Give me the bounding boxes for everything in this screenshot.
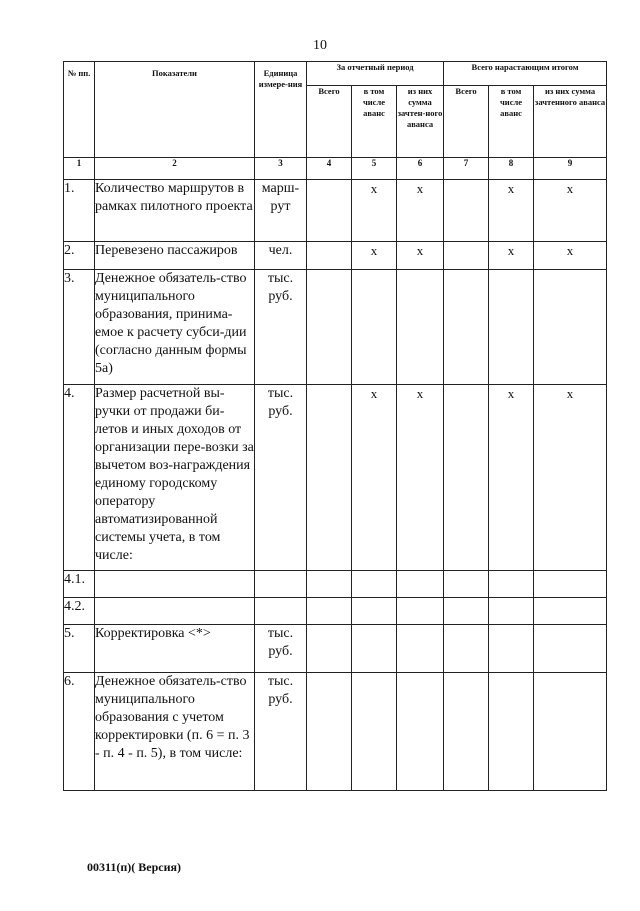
col-number: 1 (64, 158, 95, 180)
row-indicator: Размер расчетной вы-ручки от продажи би-летов и иных доходов от организации пере-возки за вычетом воз-награждения единому городскому оператору автоматизированной системы учета, в том числе: (95, 385, 255, 571)
row-unit: тыс. руб. (255, 270, 307, 385)
cell-incl-advance-a (352, 571, 397, 598)
cell-incl-advance-a (352, 625, 397, 673)
cell-incl-advance-a: x (352, 242, 397, 270)
header-total-a: Всего (307, 86, 352, 158)
cell-total-a (307, 270, 352, 385)
column-numbers-row (64, 158, 607, 180)
row-indicator: Корректировка <*> (95, 625, 255, 673)
table-row (64, 242, 607, 270)
cell-total-a (307, 571, 352, 598)
cell-incl-advance-b (489, 270, 534, 385)
col-number: 4 (307, 158, 352, 180)
row-indicator (95, 598, 255, 625)
table-row (64, 385, 607, 571)
row-number: 3. (64, 270, 95, 385)
cell-offset-advance-b (534, 673, 607, 791)
cell-offset-advance-a (397, 270, 444, 385)
cell-total-b (444, 625, 489, 673)
table-row (64, 270, 607, 385)
table-row (64, 598, 607, 625)
col-number: 5 (352, 158, 397, 180)
row-indicator: Перевезено пассажиров (95, 242, 255, 270)
header-num: № пп. (64, 62, 95, 158)
row-number: 4.2. (64, 598, 95, 625)
cell-incl-advance-a: x (352, 385, 397, 571)
cell-incl-advance-a (352, 673, 397, 791)
row-unit (255, 571, 307, 598)
row-indicator: Денежное обязатель-ство муниципального образования с учетом корректировки (п. 6 = п. 3 - п. 4 - п. 5), в том числе: (95, 673, 255, 791)
header-total-b: Всего (444, 86, 489, 158)
cell-incl-advance-b (489, 571, 534, 598)
cell-offset-advance-a (397, 673, 444, 791)
header-unit: Единица измере-ния (255, 62, 307, 158)
cell-offset-advance-a: x (397, 385, 444, 571)
header-incl-advance-b: в том числе аванс (489, 86, 534, 158)
row-number: 6. (64, 673, 95, 791)
col-number: 2 (95, 158, 255, 180)
col-number: 6 (397, 158, 444, 180)
footer-code (87, 860, 181, 875)
cell-offset-advance-a (397, 571, 444, 598)
row-number: 4. (64, 385, 95, 571)
row-number: 1. (64, 180, 95, 242)
report-table (63, 61, 607, 791)
row-unit: тыс. руб. (255, 673, 307, 791)
cell-total-b (444, 571, 489, 598)
table-row (64, 673, 607, 791)
row-number: 4.1. (64, 571, 95, 598)
cell-incl-advance-a (352, 598, 397, 625)
cell-total-b (444, 598, 489, 625)
cell-offset-advance-b: x (534, 242, 607, 270)
table-row (64, 571, 607, 598)
header-cumulative: Всего нарастающим итогом (444, 62, 607, 86)
cell-offset-advance-b (534, 598, 607, 625)
cell-total-b (444, 242, 489, 270)
cell-incl-advance-b (489, 625, 534, 673)
header-offset-advance-a: из них сумма зачтен-ного аванса (397, 86, 444, 158)
cell-offset-advance-a: x (397, 180, 444, 242)
table-row (64, 180, 607, 242)
cell-total-a (307, 242, 352, 270)
col-number: 8 (489, 158, 534, 180)
cell-incl-advance-b: x (489, 385, 534, 571)
cell-total-b (444, 385, 489, 571)
col-number: 3 (255, 158, 307, 180)
cell-incl-advance-b (489, 598, 534, 625)
row-unit: тыс. руб. (255, 625, 307, 673)
cell-total-a (307, 625, 352, 673)
cell-offset-advance-b (534, 625, 607, 673)
cell-total-a (307, 598, 352, 625)
cell-offset-advance-b (534, 270, 607, 385)
cell-total-a (307, 673, 352, 791)
cell-total-a (307, 385, 352, 571)
header-reporting-period: За отчетный период (307, 62, 444, 86)
footer-version: ( Версия) (131, 860, 181, 874)
cell-incl-advance-b (489, 673, 534, 791)
table-row (64, 625, 607, 673)
cell-total-b (444, 673, 489, 791)
cell-offset-advance-b: x (534, 180, 607, 242)
row-unit: тыс. руб. (255, 385, 307, 571)
col-number: 7 (444, 158, 489, 180)
header-offset-advance-b: из них сумма зачтенного аванса (534, 86, 607, 158)
cell-incl-advance-a: x (352, 180, 397, 242)
cell-offset-advance-b (534, 571, 607, 598)
cell-offset-advance-a: x (397, 242, 444, 270)
col-number: 9 (534, 158, 607, 180)
header-incl-advance-a: в том числе аванс (352, 86, 397, 158)
cell-total-b (444, 180, 489, 242)
row-unit: марш-рут (255, 180, 307, 242)
cell-incl-advance-a (352, 270, 397, 385)
cell-offset-advance-a (397, 598, 444, 625)
row-number: 5. (64, 625, 95, 673)
row-number: 2. (64, 242, 95, 270)
row-unit: чел. (255, 242, 307, 270)
row-indicator: Количество маршрутов в рамках пилотного проекта (95, 180, 255, 242)
row-indicator (95, 571, 255, 598)
row-unit (255, 598, 307, 625)
cell-incl-advance-b: x (489, 242, 534, 270)
cell-total-a (307, 180, 352, 242)
header-indicators: Показатели (95, 62, 255, 158)
row-indicator: Денежное обязатель-ство муниципального образования, принима-емое к расчету субси-дии (согласно данным формы 5а) (95, 270, 255, 385)
cell-total-b (444, 270, 489, 385)
page-number: 10 (313, 38, 327, 53)
cell-incl-advance-b: x (489, 180, 534, 242)
cell-offset-advance-b: x (534, 385, 607, 571)
footer-doc-code: 00311(п) (87, 860, 132, 874)
cell-offset-advance-a (397, 625, 444, 673)
